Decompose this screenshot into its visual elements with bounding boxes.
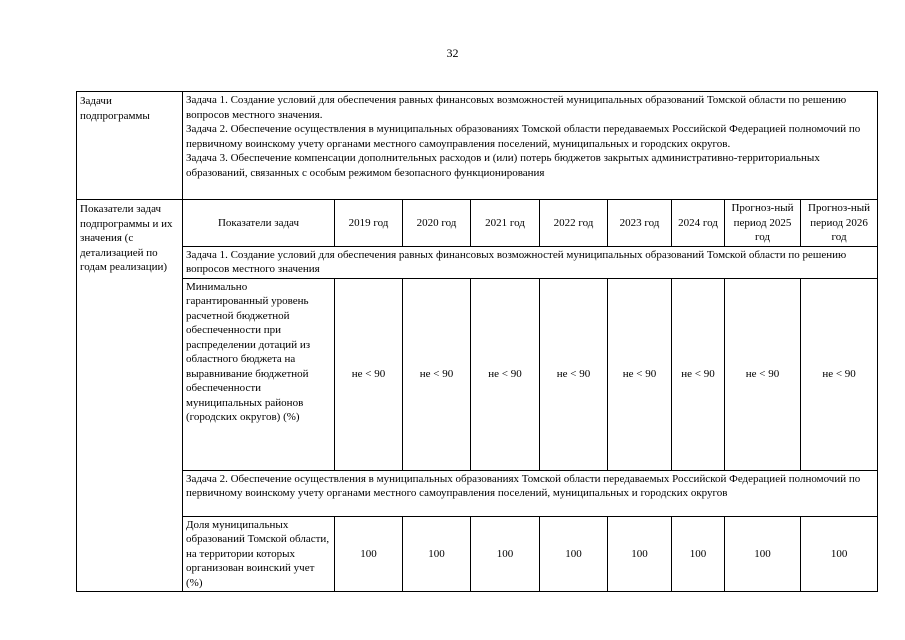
section-2-value-2021: 100: [471, 516, 540, 592]
header-year-2021: 2021 год: [471, 200, 540, 247]
section-1-value-2023: не < 90: [608, 278, 672, 470]
header-year-2022: 2022 год: [540, 200, 608, 247]
header-year-2024: 2024 год: [672, 200, 725, 247]
section-1-value-2019: не < 90: [335, 278, 403, 470]
section-1-task: Задача 1. Создание условий для обеспечения равных финансовых возможностей муниципальных образований Томской области по решению вопросов местного значения: [183, 246, 878, 278]
section-1-value-2026: не < 90: [801, 278, 878, 470]
section-2-value-2025: 100: [725, 516, 801, 592]
indicators-header-row: [77, 200, 878, 247]
subprogram-passport-table: [76, 91, 878, 592]
section-2-value-2020: 100: [403, 516, 471, 592]
header-year-2019: 2019 год: [335, 200, 403, 247]
section-2-value-2024: 100: [672, 516, 725, 592]
header-forecast-2026: Прогноз-ный период 2026 год: [801, 200, 878, 247]
section-1-task-row: [77, 246, 878, 278]
header-forecast-2025: Прогноз-ный период 2025 год: [725, 200, 801, 247]
section-2-value-2019: 100: [335, 516, 403, 592]
section-2-values-row: [77, 516, 878, 592]
indicators-label: Показатели задач подпрограммы и их значения (с детализацией по годам реализации): [77, 200, 183, 592]
task-3-text: Задача 3. Обеспечение компенсации дополнительных расходов и (или) потерь бюджетов закрытых административно-территориальных образований, связанных с особым режимом безопасного функционирования: [186, 152, 820, 179]
header-indicator: Показатели задач: [183, 200, 335, 247]
section-1-value-2024: не < 90: [672, 278, 725, 470]
section-2-value-2022: 100: [540, 516, 608, 592]
tasks-list: [183, 92, 878, 200]
section-2-value-2026: 100: [801, 516, 878, 592]
tasks-row: [77, 92, 878, 200]
section-1-values-row: [77, 278, 878, 470]
section-2-value-2023: 100: [608, 516, 672, 592]
section-2-task-row: [77, 470, 878, 516]
section-2-task: Задача 2. Обеспечение осуществления в муниципальных образованиях Томской области передаваемых Российской Федерацией полномочий по первичному воинскому учету органами местного самоуправления поселений, муниципальных и городских округов: [183, 470, 878, 516]
section-2-indicator: Доля муниципальных образований Томской области, на территории которых организован воинский учет (%): [183, 516, 335, 592]
task-1-text: Задача 1. Создание условий для обеспечения равных финансовых возможностей муниципальных образований Томской области по решению вопросов местного значения.: [186, 94, 847, 121]
section-1-value-2025: не < 90: [725, 278, 801, 470]
header-year-2020: 2020 год: [403, 200, 471, 247]
header-year-2023: 2023 год: [608, 200, 672, 247]
task-2-text: Задача 2. Обеспечение осуществления в муниципальных образованиях Томской области передаваемых Российской Федерацией полномочий по первичному воинскому учету органами местного самоуправления поселений, муниципальных и городских округов.: [186, 123, 861, 150]
section-1-value-2021: не < 90: [471, 278, 540, 470]
section-1-indicator: Минимально гарантированный уровень расчетной бюджетной обеспеченности при распределении дотаций из областного бюджета на выравнивание бюджетной обеспеченности муниципальных районов (городских округов) (%): [183, 278, 335, 470]
section-1-value-2020: не < 90: [403, 278, 471, 470]
section-1-value-2022: не < 90: [540, 278, 608, 470]
page-number: 32: [446, 46, 459, 60]
tasks-label: Задачи подпрограммы: [77, 92, 183, 200]
